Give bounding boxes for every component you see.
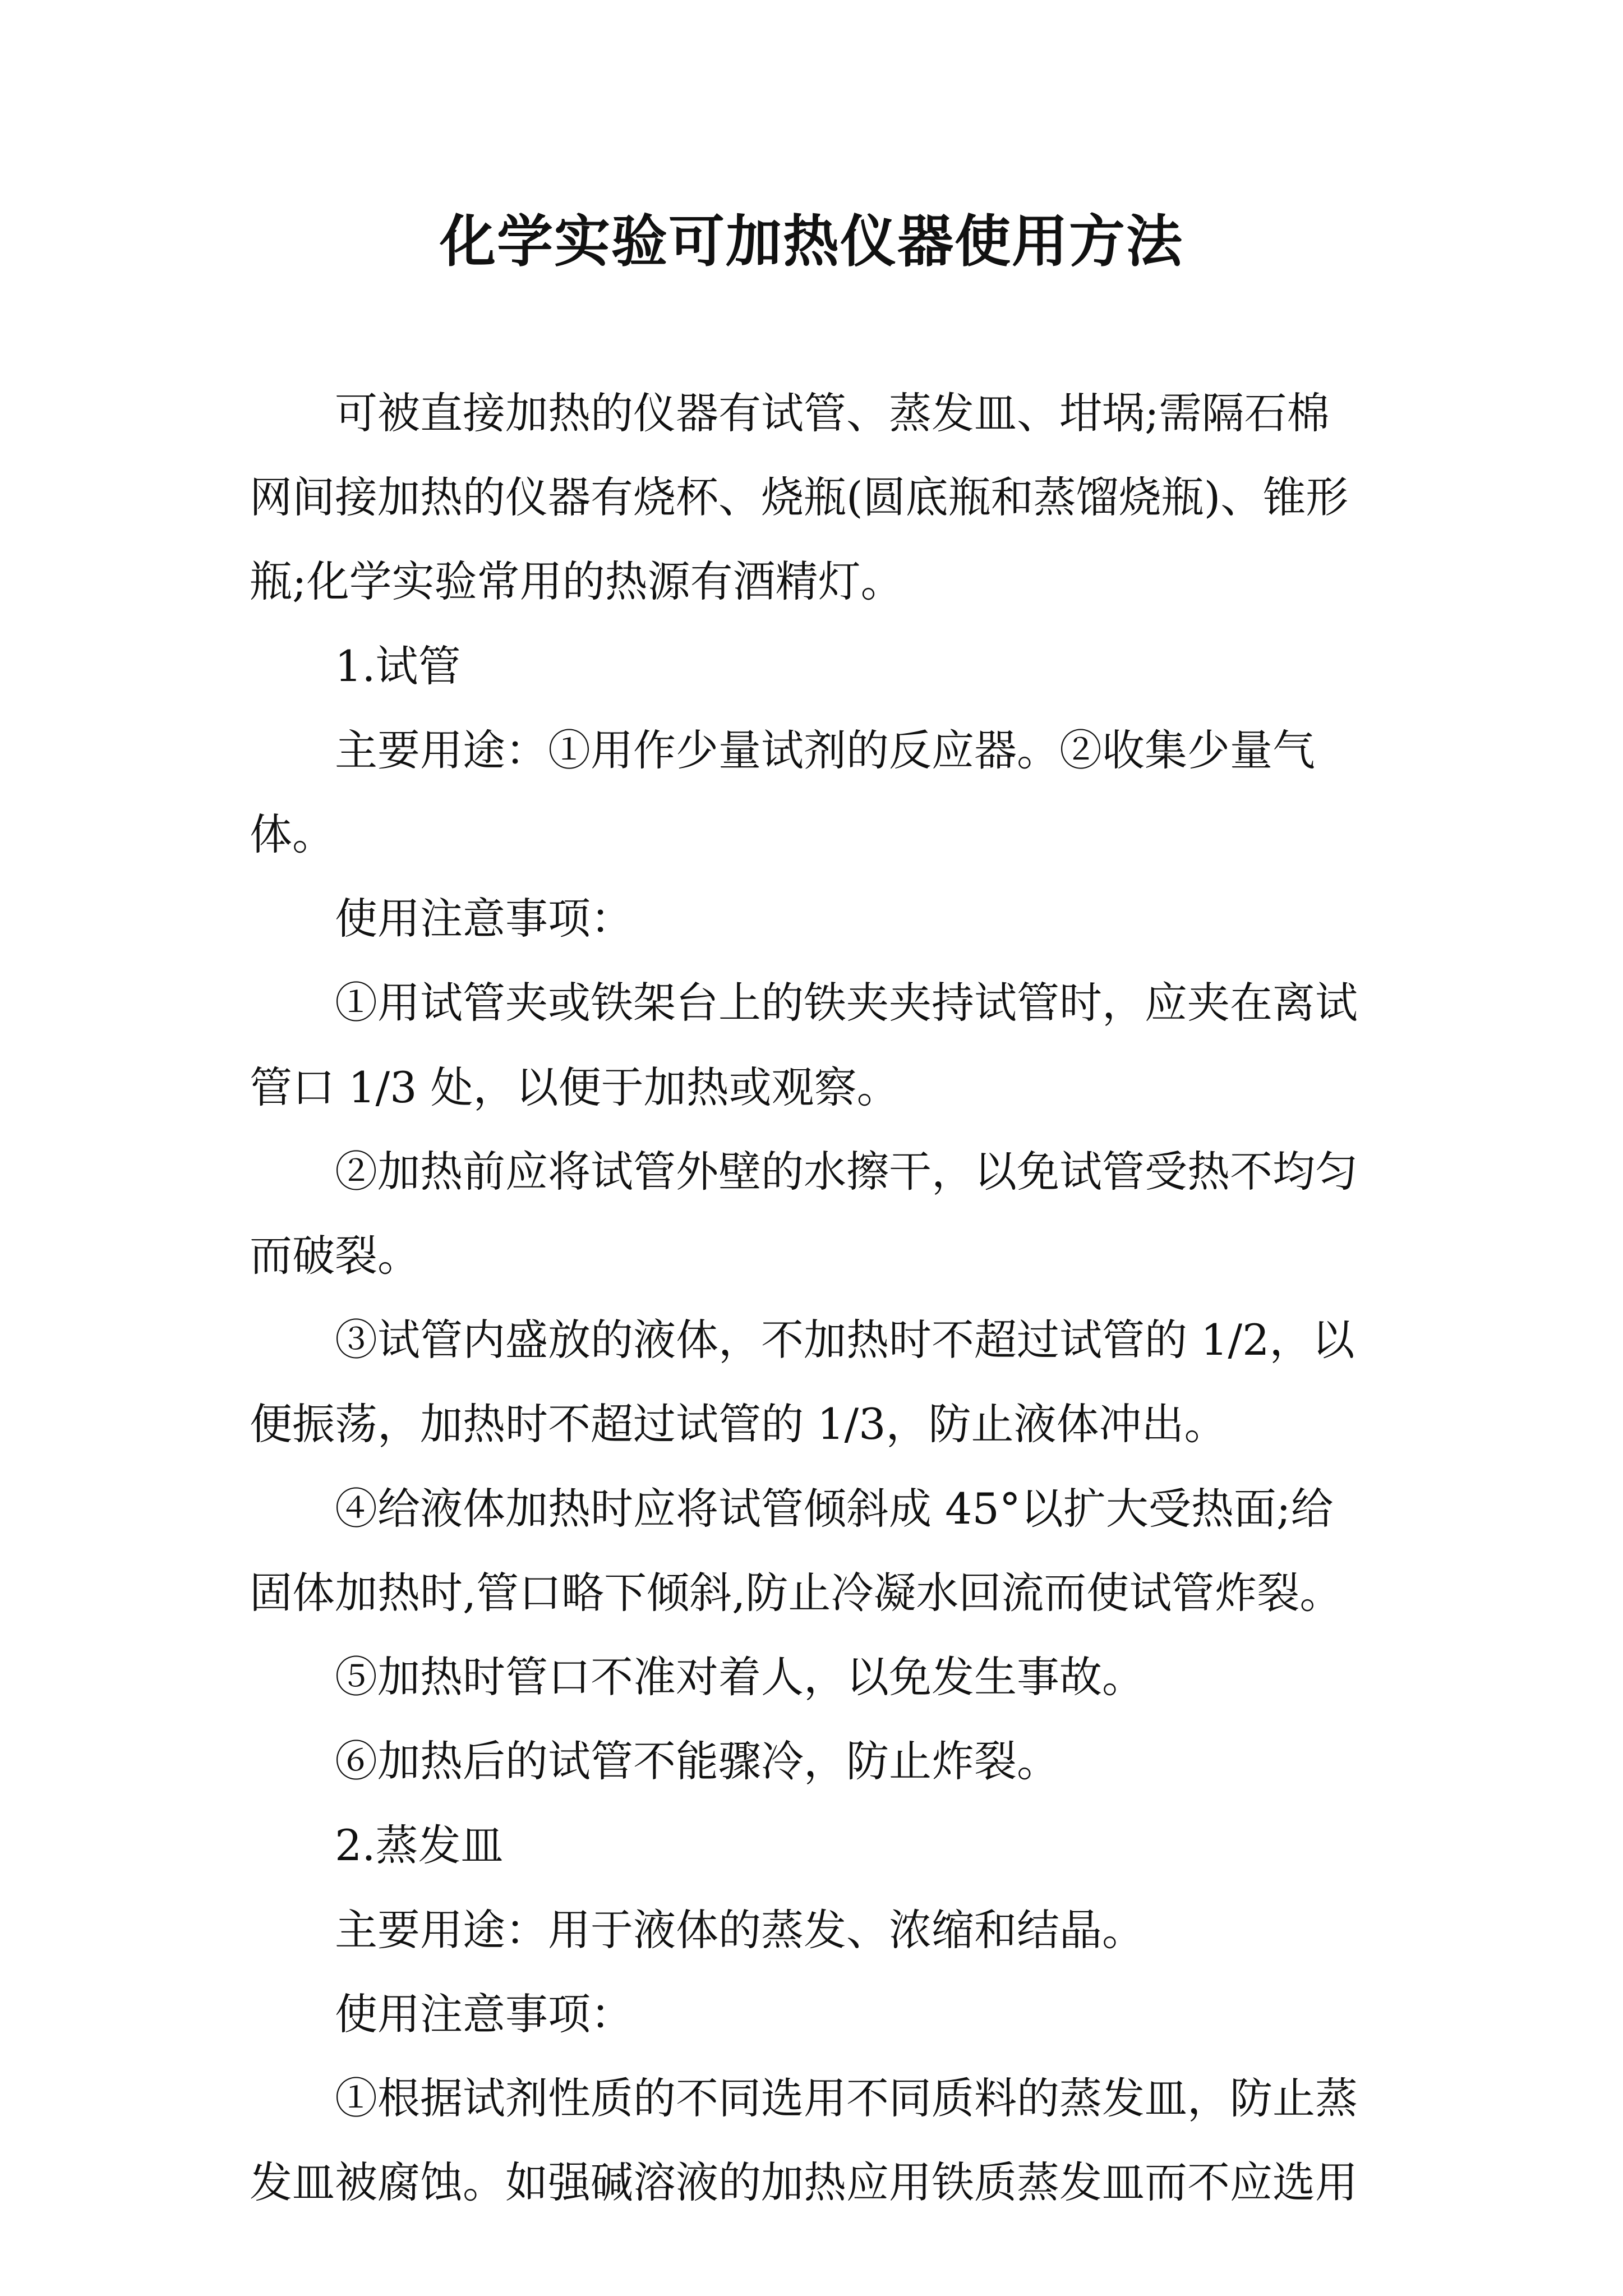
paragraph-first-line: ②加热前应将试管外壁的水擦干，以免试管受热不均匀 <box>335 1147 1358 1197</box>
paragraph-first-line: ①用试管夹或铁架台上的铁夹夹持试管时，应夹在离试 <box>335 978 1358 1028</box>
paragraph-first-line: 使用注意事项： <box>335 1989 633 2039</box>
paragraph-line: 固体加热时,管口略下倾斜,防止冷凝水回流而使试管炸裂。 <box>250 1568 1343 1618</box>
paragraph-line: 网间接加热的仪器有烧杯、烧瓶(圆底瓶和蒸馏烧瓶)、锥形 <box>250 472 1349 522</box>
paragraph-first-line: ④给液体加热时应将试管倾斜成 45°以扩大受热面;给 <box>335 1484 1334 1534</box>
paragraph-first-line: ⑥加热后的试管不能骤冷，防止炸裂。 <box>335 1736 1059 1786</box>
paragraph-line: 管口 1/3 处，以便于加热或观察。 <box>250 1062 900 1112</box>
paragraph-first-line: ③试管内盛放的液体，不加热时不超过试管的 1/2，以 <box>335 1315 1355 1365</box>
paragraph-first-line: 主要用途：用于液体的蒸发、浓缩和结晶。 <box>335 1905 1145 1955</box>
paragraph-line: 发皿被腐蚀。如强碱溶液的加热应用铁质蒸发皿而不应选用 <box>250 2157 1358 2207</box>
paragraph-first-line: 2.蒸发皿 <box>335 1820 504 1870</box>
paragraph-first-line: 可被直接加热的仪器有试管、蒸发皿、坩埚;需隔石棉 <box>335 388 1330 438</box>
paragraph-line: 便振荡，加热时不超过试管的 1/3，防止液体冲出。 <box>250 1399 1227 1449</box>
paragraph-line: 体。 <box>250 809 335 859</box>
paragraph-line: 而破裂。 <box>250 1231 420 1281</box>
paragraph-line: 瓶;化学实验常用的热源有酒精灯。 <box>250 556 903 606</box>
paragraph-first-line: 1.试管 <box>335 641 461 691</box>
paragraph-first-line: ⑤加热时管口不准对着人，以免发生事故。 <box>335 1652 1145 1702</box>
paragraph-first-line: 主要用途：①用作少量试剂的反应器。②收集少量气 <box>335 725 1315 775</box>
paragraph-first-line: ①根据试剂性质的不同选用不同质料的蒸发皿，防止蒸 <box>335 2073 1358 2123</box>
paragraph-first-line: 使用注意事项： <box>335 894 633 944</box>
page-title: 化学实验可加热仪器使用方法 <box>440 208 1183 274</box>
